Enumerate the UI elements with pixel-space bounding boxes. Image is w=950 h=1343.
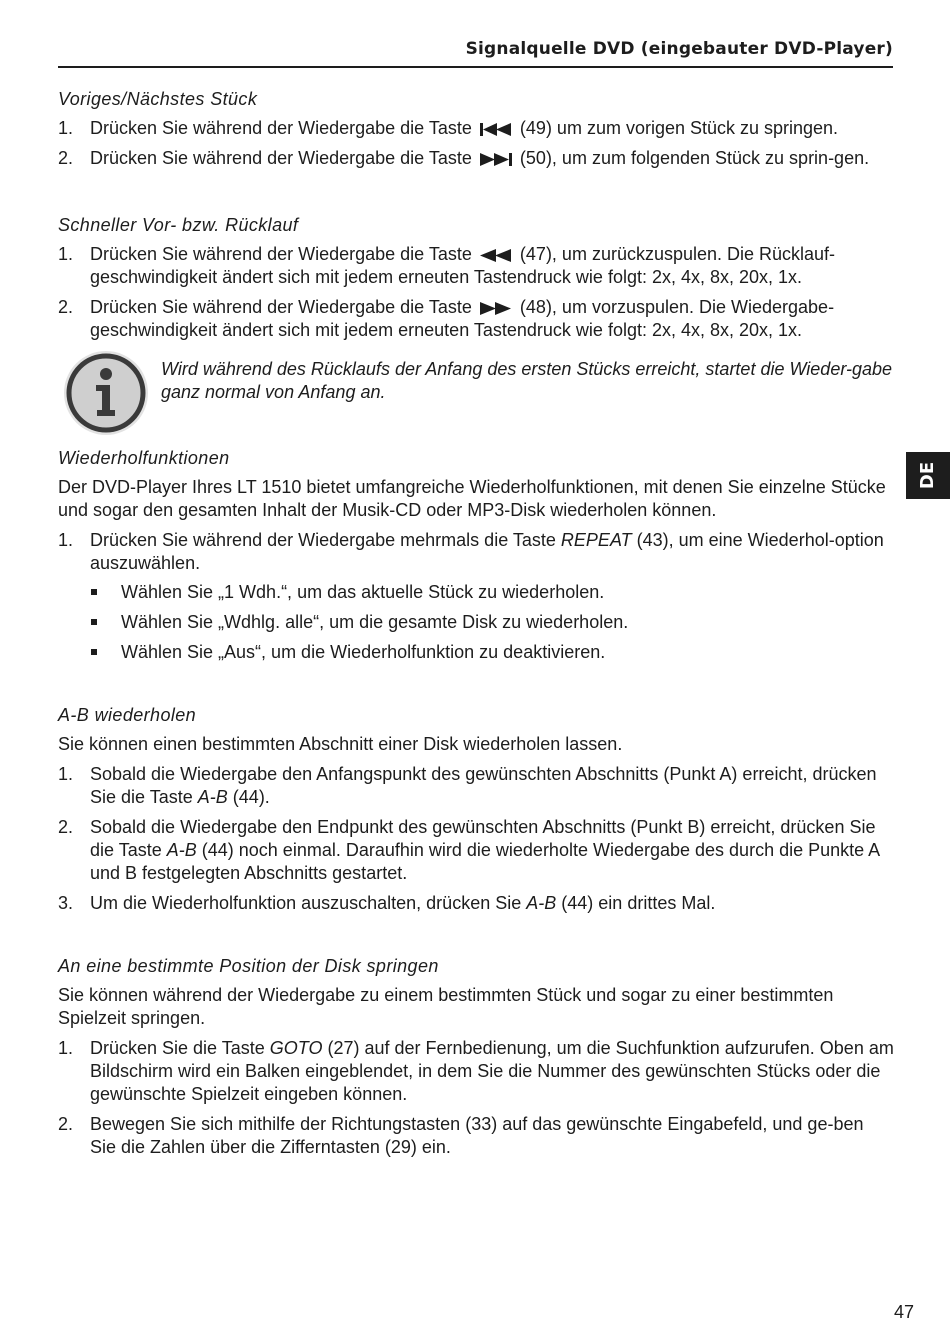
prev-next-list xyxy=(58,117,894,170)
key-name: A-B xyxy=(166,840,197,860)
list-number: 1. xyxy=(58,118,74,138)
goto-list xyxy=(58,1037,894,1159)
list-text: Drücken Sie während der Wiedergabe mehrmals die Taste xyxy=(90,530,556,550)
list-text: Bewegen Sie sich mithilfe der Richtungstasten (33) auf das gewünschte Eingabefeld, und ge-ben Sie die Zahlen über die Zifferntasten (29) ein. xyxy=(90,1114,864,1157)
list-text: Drücken Sie während der Wiedergabe die Taste xyxy=(90,244,472,264)
fast-forward-icon xyxy=(480,302,512,315)
bullet-text: Wählen Sie „1 Wdh.“, um das aktuelle Stück zu wiederholen. xyxy=(121,582,605,602)
document-body xyxy=(58,88,894,1166)
list-item xyxy=(58,147,894,170)
skip-forward-icon xyxy=(480,153,512,166)
bullet-item xyxy=(58,611,894,634)
repeat-options xyxy=(58,581,894,664)
list-item xyxy=(58,892,894,915)
section-title-fast: Schneller Vor- bzw. Rücklauf xyxy=(58,215,299,235)
list-number: 2. xyxy=(58,1114,74,1134)
list-item xyxy=(58,296,894,342)
list-text: Drücken Sie während der Wiedergabe die Taste xyxy=(90,148,472,168)
language-tab xyxy=(906,452,950,499)
list-text: Sobald die Wiedergabe den Anfangspunkt des gewünschten Abschnitts (Punkt A) erreicht, drücken Sie die Taste xyxy=(90,764,877,807)
list-item xyxy=(58,243,894,289)
key-name: REPEAT xyxy=(560,530,632,550)
list-text: (44) ein drittes Mal. xyxy=(561,893,716,913)
fast-list xyxy=(58,243,894,342)
bullet-square xyxy=(91,619,97,625)
list-text: (43), um eine Wiederhol-option auszuwählen. xyxy=(90,530,884,573)
list-item xyxy=(58,529,894,575)
bullet-text: Wählen Sie „Aus“, um die Wiederholfunktion zu deaktivieren. xyxy=(121,642,606,662)
list-text: Sobald die Wiedergabe den Endpunkt des gewünschten Abschnitts (Punkt B) erreicht, drücken Sie die Taste xyxy=(90,817,876,860)
list-text: (27) auf der Fernbedienung, um die Suchfunktion aufzurufen. Oben am Bildschirm wird ein Balken eingeblendet, in dem Sie die Nummer des gewünschten Stücks oder die gewünschte Spielzeit eingeben können. xyxy=(90,1038,894,1104)
key-name: A-B xyxy=(197,787,228,807)
repeat-list xyxy=(58,529,894,575)
list-text: Um die Wiederholfunktion auszuschalten, drücken Sie xyxy=(90,893,522,913)
section-title-repeat: Wiederholfunktionen xyxy=(58,448,230,468)
list-text: (44) noch einmal. Daraufhin wird die wiederholte Wiedergabe des durch die Punkte A und B festgelegten Abschnitts gestartet. xyxy=(90,840,880,883)
language-tab-label: DE xyxy=(917,461,939,490)
ab-intro: Sie können einen bestimmten Abschnitt einer Disk wiederholen lassen. xyxy=(58,734,623,754)
page-number: 47 xyxy=(893,1302,914,1322)
page-header xyxy=(58,38,893,68)
info-note xyxy=(58,349,894,447)
section-title-ab: A-B wiederholen xyxy=(58,705,197,725)
header-title: Signalquelle DVD (eingebauter DVD-Player) xyxy=(465,39,893,59)
list-text: Drücken Sie während der Wiedergabe die Taste xyxy=(90,118,472,138)
list-number: 1. xyxy=(58,530,74,550)
list-number: 3. xyxy=(58,893,74,913)
list-text: (49) um zum vorigen Stück zu springen. xyxy=(519,118,839,138)
list-number: 1. xyxy=(58,1038,74,1058)
list-text: (50), um zum folgenden Stück zu sprin-gen. xyxy=(519,148,870,168)
list-number: 2. xyxy=(58,297,74,317)
list-text: (47), um zurückzuspulen. Die Rücklauf-geschwindigkeit ändert sich mit jedem erneuten Tastendruck wie folgt: 2x, 4x, 8x, 20x, 1x. xyxy=(90,244,836,287)
list-number: 2. xyxy=(58,817,74,837)
list-number: 2. xyxy=(58,148,74,168)
skip-back-icon xyxy=(480,123,512,136)
section-title-goto: An eine bestimmte Position der Disk springen xyxy=(58,956,439,976)
list-item xyxy=(58,1113,894,1159)
list-item xyxy=(58,816,894,885)
list-text: (48), um vorzuspulen. Die Wiedergabe-geschwindigkeit ändert sich mit jedem erneuten Tastendruck wie folgt: 2x, 4x, 8x, 20x, 1x. xyxy=(90,297,835,340)
list-text: Drücken Sie die Taste xyxy=(90,1038,265,1058)
section-title-prev-next: Voriges/Nächstes Stück xyxy=(58,89,258,109)
rewind-icon xyxy=(480,249,512,262)
goto-intro: Sie können während der Wiedergabe zu einem bestimmten Stück und sogar zu einer bestimmten Spielzeit springen. xyxy=(58,985,834,1028)
list-number: 1. xyxy=(58,764,74,784)
list-number: 1. xyxy=(58,244,74,264)
bullet-item xyxy=(58,641,894,664)
bullet-square xyxy=(91,589,97,595)
bullet-text: Wählen Sie „Wdhlg. alle“, um die gesamte Disk zu wiederholen. xyxy=(121,612,629,632)
info-note-text: Wird während des Rücklaufs der Anfang des ersten Stücks erreicht, startet die Wieder-gabe ganz normal von Anfang an. xyxy=(161,359,893,402)
list-item xyxy=(58,117,894,140)
bullet-square xyxy=(91,649,97,655)
ab-list xyxy=(58,763,894,915)
info-icon xyxy=(62,349,150,437)
list-text: (44). xyxy=(232,787,270,807)
list-item xyxy=(58,763,894,809)
key-name: A-B xyxy=(526,893,557,913)
bullet-item xyxy=(58,581,894,604)
list-item xyxy=(58,1037,894,1106)
repeat-intro: Der DVD-Player Ihres LT 1510 bietet umfangreiche Wiederholfunktionen, mit denen Sie einzelne Stücke und sogar den gesamten Inhalt der Musik-CD oder MP3-Disk wiederholen können. xyxy=(58,477,886,520)
list-text: Drücken Sie während der Wiedergabe die Taste xyxy=(90,297,472,317)
key-name: GOTO xyxy=(269,1038,323,1058)
